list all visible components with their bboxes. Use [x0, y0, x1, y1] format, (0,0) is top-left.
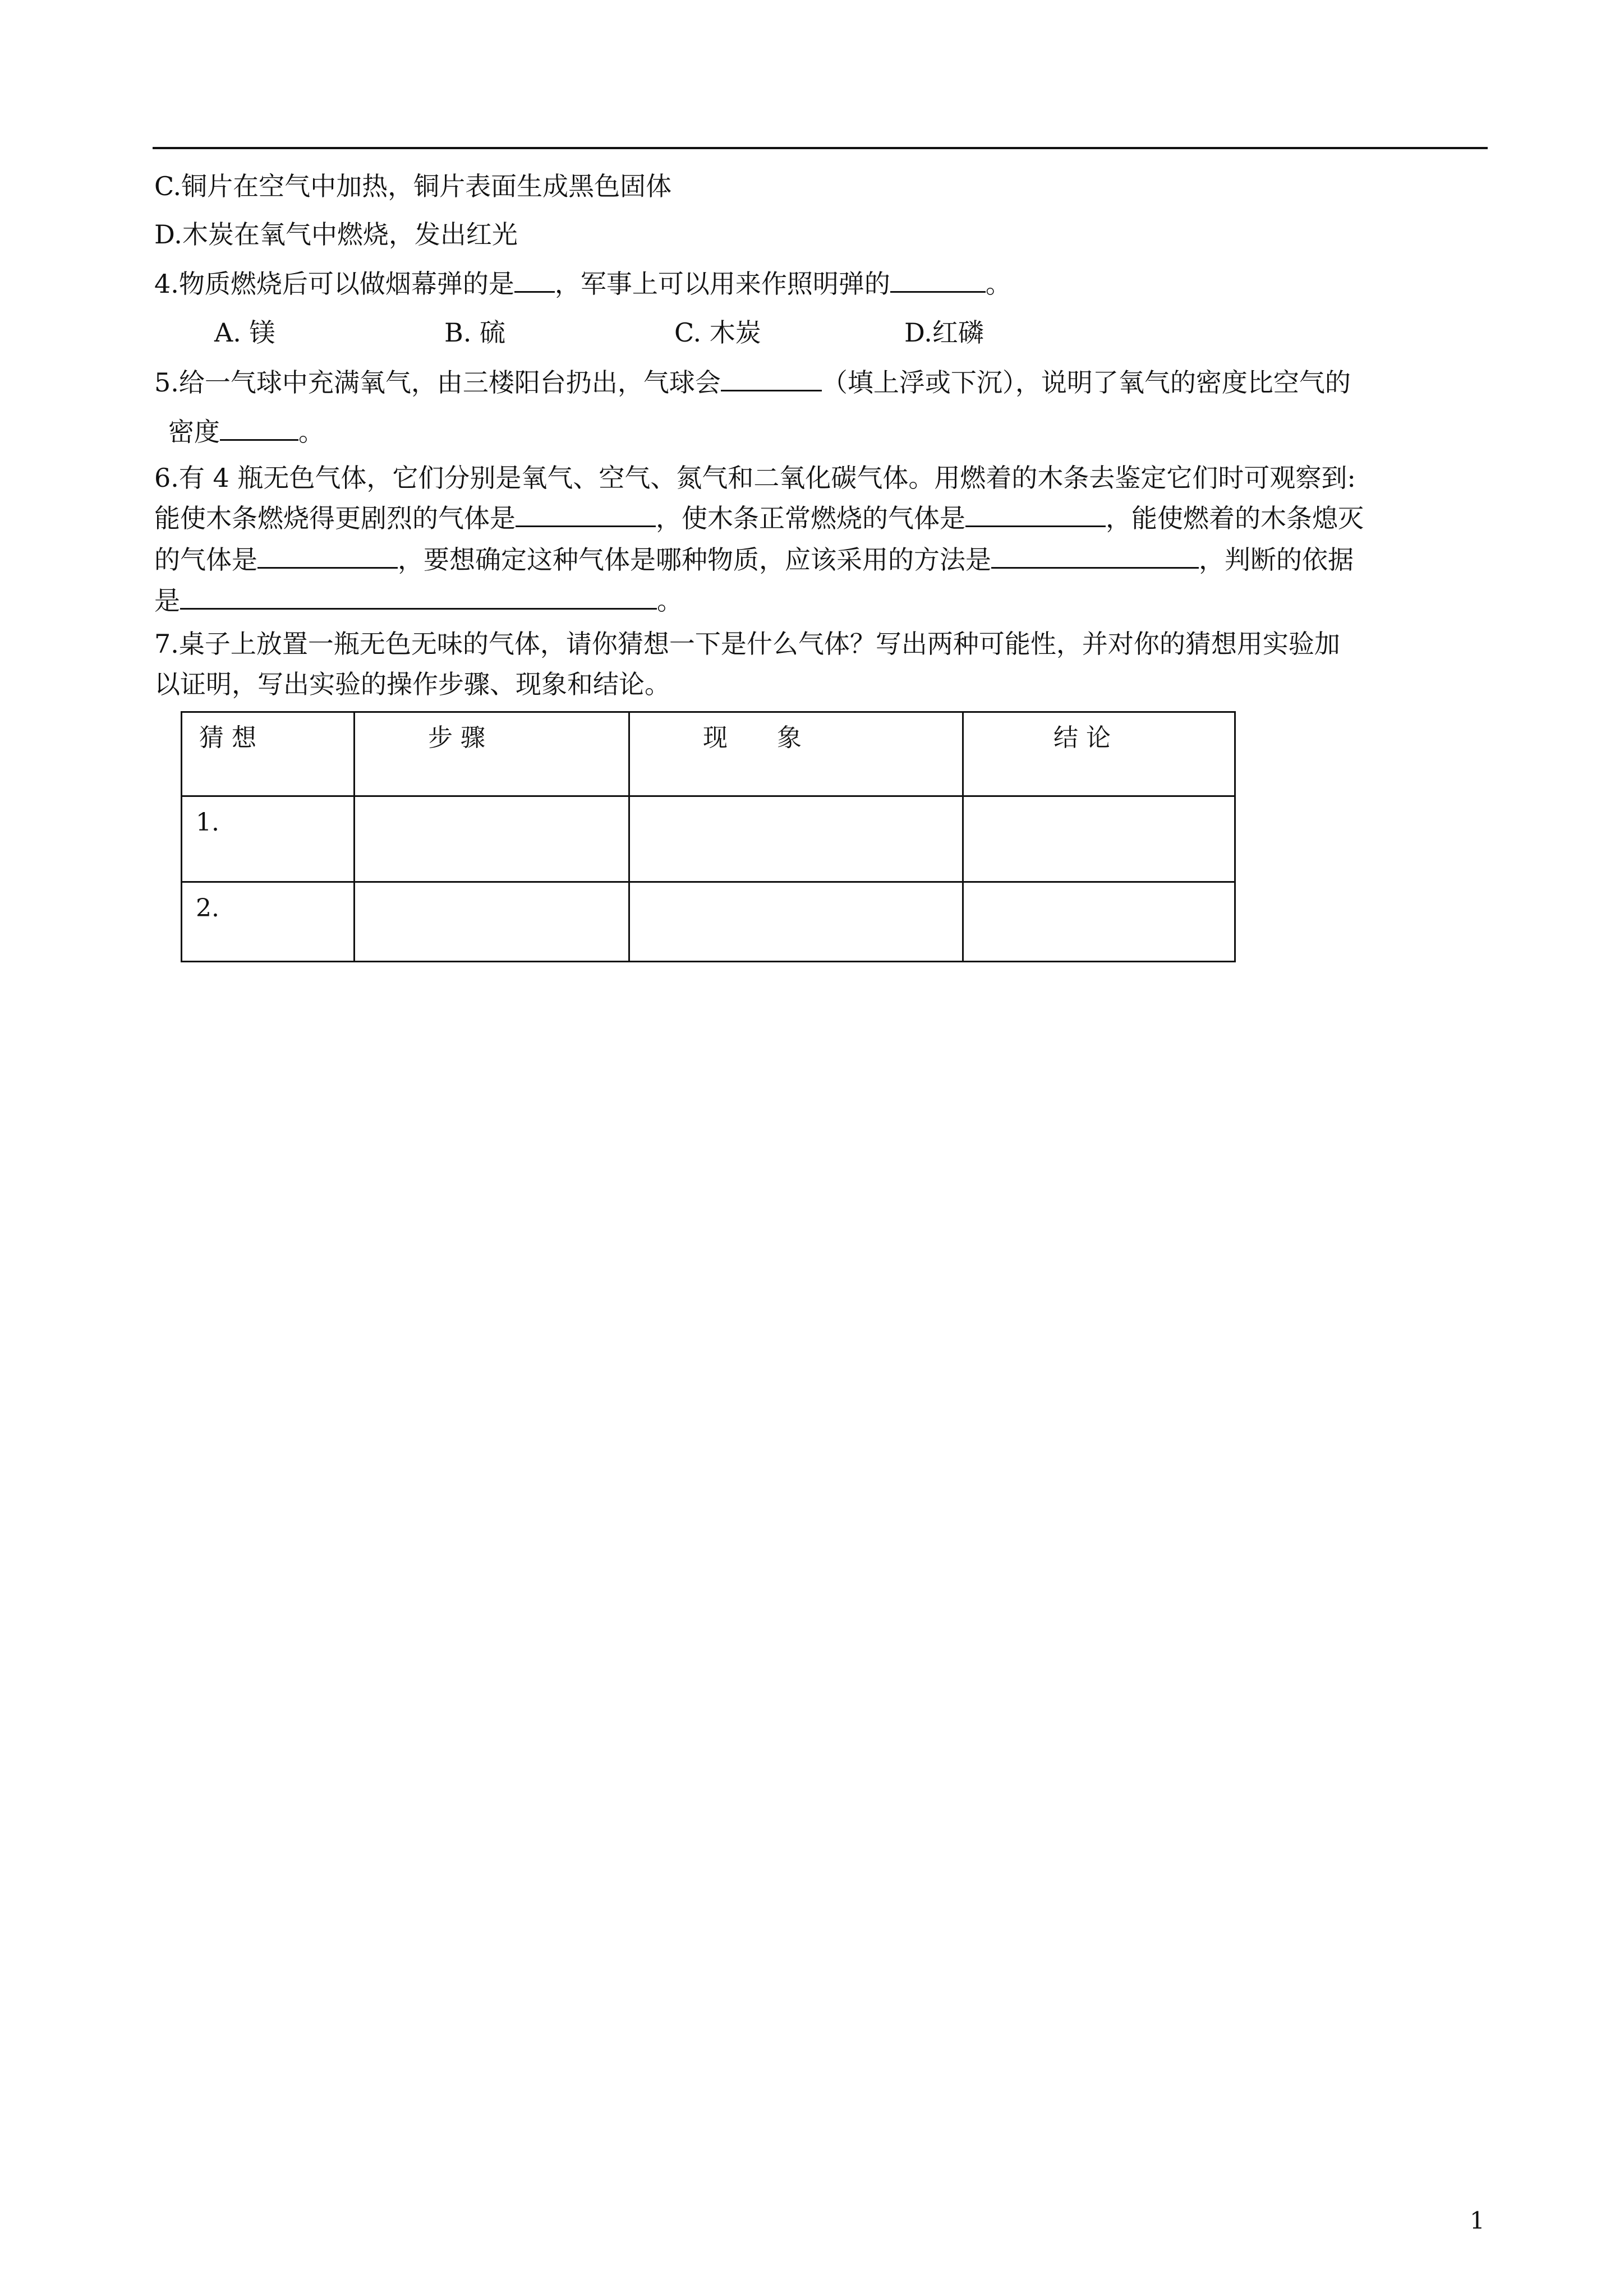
question-5-blank-2[interactable] [220, 417, 298, 441]
row-2-conclusion[interactable] [963, 882, 1235, 962]
question-6-text-4b: 。 [657, 585, 683, 616]
question-5-text-4: 。 [298, 417, 324, 447]
option-a-magnesium: A. 镁 [214, 317, 275, 348]
question-4 [154, 267, 1011, 301]
question-6-blank-2[interactable] [965, 503, 1106, 527]
table-row [182, 882, 1235, 962]
header-conclusion: 结 论 [963, 712, 1235, 796]
question-6-text-3c: ，判断的依据 [1199, 545, 1354, 575]
question-6-blank-3[interactable] [257, 545, 398, 569]
header-rule [153, 147, 1488, 149]
option-d-red-phosphorus: D.红磷 [904, 317, 984, 348]
question-6-text-4a: 是 [154, 585, 180, 616]
question-4-options [214, 316, 984, 349]
question-6-blank-4[interactable] [991, 545, 1199, 569]
header-guess: 猜 想 [182, 712, 355, 796]
question-6-line-1: 6.有 4 瓶无色气体，它们分别是氧气、空气、氮气和二氧化碳气体。用燃着的木条去鉴定它们时可观察到: [154, 463, 1356, 493]
question-7-line-1: 7.桌子上放置一瓶无色无味的气体，请你猜想一下是什么气体？写出两种可能性，并对你的猜想用实验加 [154, 629, 1340, 659]
table-row [182, 796, 1235, 882]
row-2-phenomenon[interactable] [629, 882, 963, 962]
question-6-blank-1[interactable] [516, 503, 656, 527]
question-6-line-2 [154, 501, 1364, 535]
option-c-charcoal: C. 木炭 [674, 317, 761, 348]
question-4-text-3: 。 [985, 269, 1011, 299]
question-5-blank-1[interactable] [721, 367, 822, 391]
header-steps: 步 骤 [355, 712, 629, 796]
header-phenomenon: 现 象 [629, 712, 963, 796]
row-1-steps[interactable] [355, 796, 629, 882]
table-header-row [182, 712, 1235, 796]
option-b-sulfur: B. 硫 [444, 317, 506, 348]
question-6-text-2c: ，能使燃着的木条熄灭 [1106, 503, 1364, 533]
question-6-blank-5[interactable] [180, 585, 657, 610]
question-4-blank-2[interactable] [890, 269, 986, 293]
row-2-steps[interactable] [355, 882, 629, 962]
row-1-guess[interactable]: 1. [182, 796, 355, 882]
question-5-line-2 [168, 415, 324, 449]
question-5-line-1 [154, 366, 1351, 399]
question-6-line-3 [154, 543, 1354, 577]
answer-table [181, 711, 1236, 962]
question-6-text-2a: 能使木条燃烧得更剧烈的气体是 [154, 503, 516, 533]
row-1-phenomenon[interactable] [629, 796, 963, 882]
question-6-text-3b: ，要想确定这种气体是哪种物质，应该采用的方法是 [398, 545, 991, 575]
option-d: D.木炭在氧气中燃烧，发出红光 [154, 219, 518, 250]
row-2-guess[interactable]: 2. [182, 882, 355, 962]
option-c: C.铜片在空气中加热，铜片表面生成黑色固体 [154, 171, 672, 201]
question-6-text-2b: ，使木条正常燃烧的气体是 [656, 503, 965, 533]
question-4-text-1: 4.物质燃烧后可以做烟幕弹的是 [154, 269, 514, 299]
question-4-text-2: ，军事上可以用来作照明弹的 [554, 269, 890, 299]
question-5-text-2: （填上浮或下沉），说明了氧气的密度比空气的 [821, 367, 1351, 398]
row-1-conclusion[interactable] [963, 796, 1235, 882]
question-7-line-2: 以证明，写出实验的操作步骤、现象和结论。 [154, 669, 670, 699]
page-number: 1 [1470, 2207, 1485, 2234]
question-6-line-4 [154, 584, 683, 617]
question-5-text-3: 密度 [168, 417, 220, 447]
question-5-text-1: 5.给一气球中充满氧气，由三楼阳台扔出，气球会 [154, 367, 721, 398]
question-4-blank-1[interactable] [514, 269, 555, 293]
question-6-text-3a: 的气体是 [154, 545, 257, 575]
